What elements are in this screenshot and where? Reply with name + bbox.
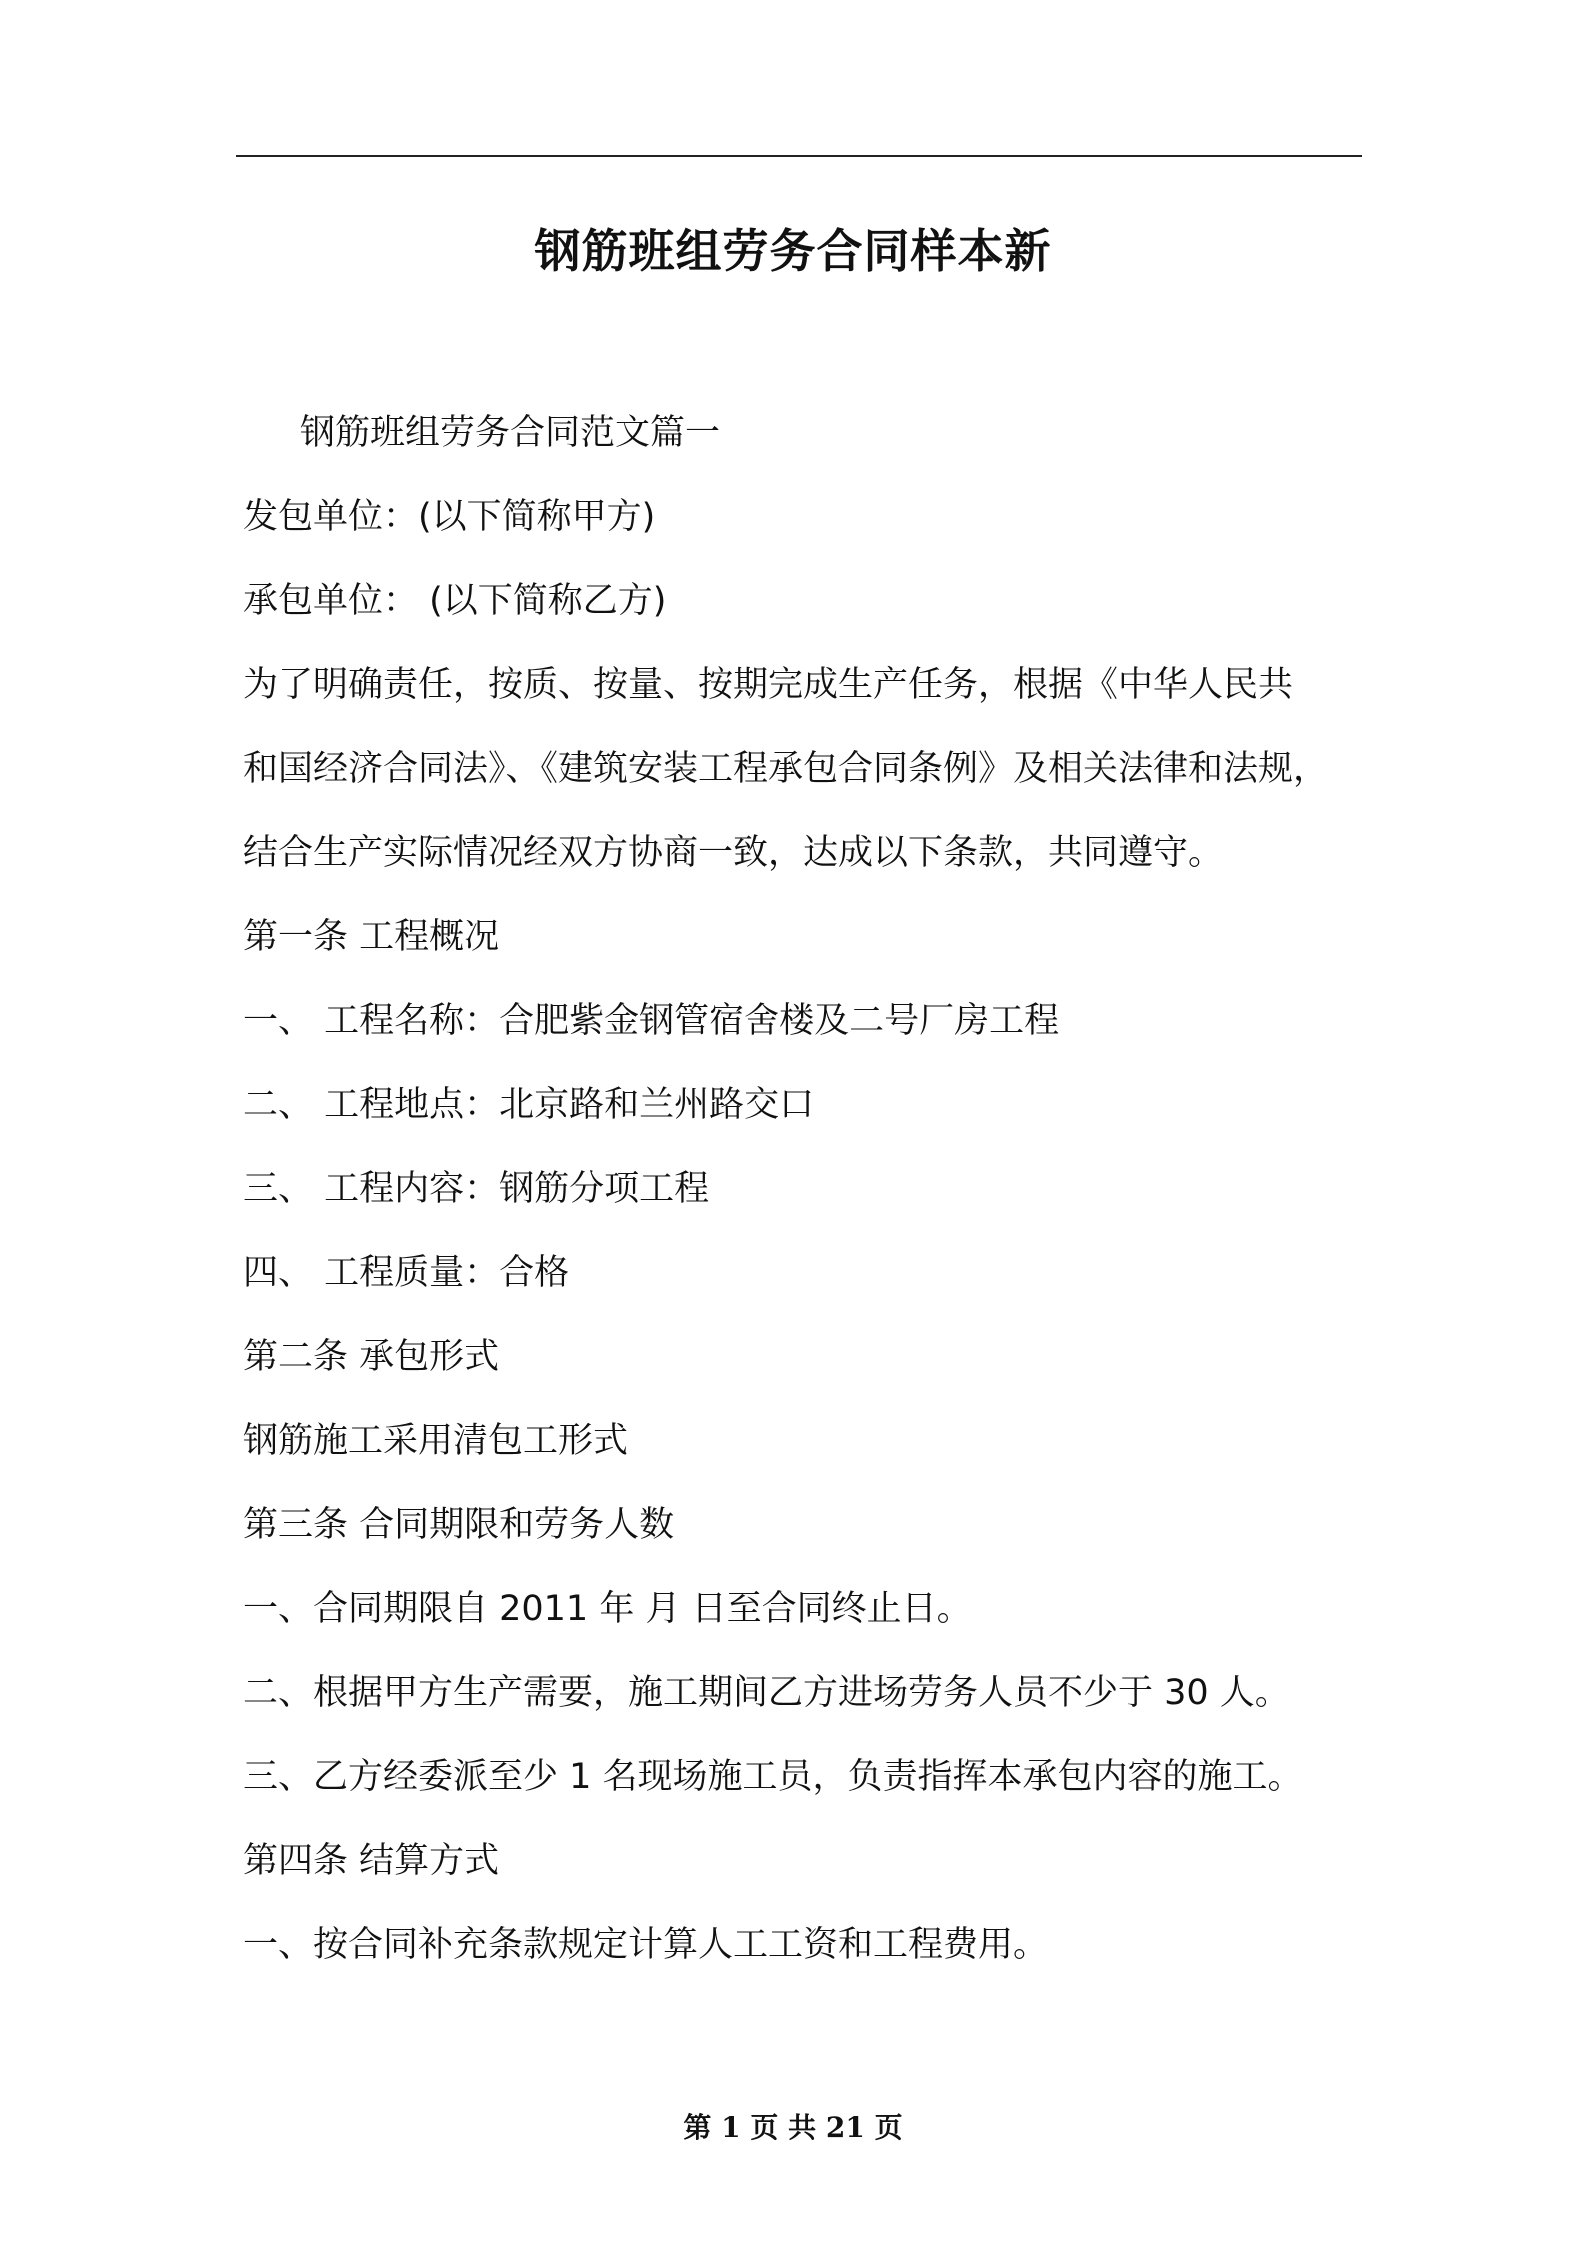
section-heading: 钢筋班组劳务合同范文篇一 bbox=[300, 413, 721, 453]
article-heading: 第三条 合同期限和劳务人数 bbox=[243, 1505, 675, 1545]
article-heading: 第一条 工程概况 bbox=[243, 917, 500, 957]
paragraph-line: 和国经济合同法》、《建筑安装工程承包合同条例》及相关法律和法规， bbox=[243, 749, 1329, 789]
list-item: 三、乙方经委派至少 1 名现场施工员，负责指挥本承包内容的施工。 bbox=[243, 1757, 1303, 1797]
list-item: 三、 工程内容：钢筋分项工程 bbox=[243, 1169, 710, 1209]
header-rule bbox=[236, 155, 1362, 157]
paragraph-line: 发包单位：(以下简称甲方) bbox=[243, 497, 656, 537]
list-item: 四、 工程质量：合格 bbox=[243, 1253, 570, 1293]
paragraph-line: 钢筋施工采用清包工形式 bbox=[243, 1421, 629, 1461]
list-item: 二、根据甲方生产需要，施工期间乙方进场劳务人员不少于 30 人。 bbox=[243, 1673, 1290, 1713]
article-heading: 第二条 承包形式 bbox=[243, 1337, 500, 1377]
paragraph-line: 为了明确责任，按质、按量、按期完成生产任务，根据《中华人民共 bbox=[243, 665, 1294, 705]
list-item: 一、按合同补充条款规定计算人工工资和工程费用。 bbox=[243, 1925, 1049, 1965]
page-number-footer: 第 1 页 共 21 页 bbox=[683, 2111, 903, 2144]
document-title: 钢筋班组劳务合同样本新 bbox=[534, 224, 1052, 278]
paragraph-line: 结合生产实际情况经双方协商一致，达成以下条款，共同遵守。 bbox=[243, 833, 1224, 873]
article-heading: 第四条 结算方式 bbox=[243, 1841, 500, 1881]
list-item: 二、 工程地点：北京路和兰州路交口 bbox=[243, 1085, 815, 1125]
list-item: 一、合同期限自 2011 年 月 日至合同终止日。 bbox=[243, 1589, 972, 1629]
list-item: 一、 工程名称：合肥紫金钢管宿舍楼及二号厂房工程 bbox=[243, 1001, 1060, 1041]
paragraph-line: 承包单位： (以下简称乙方) bbox=[243, 581, 667, 621]
